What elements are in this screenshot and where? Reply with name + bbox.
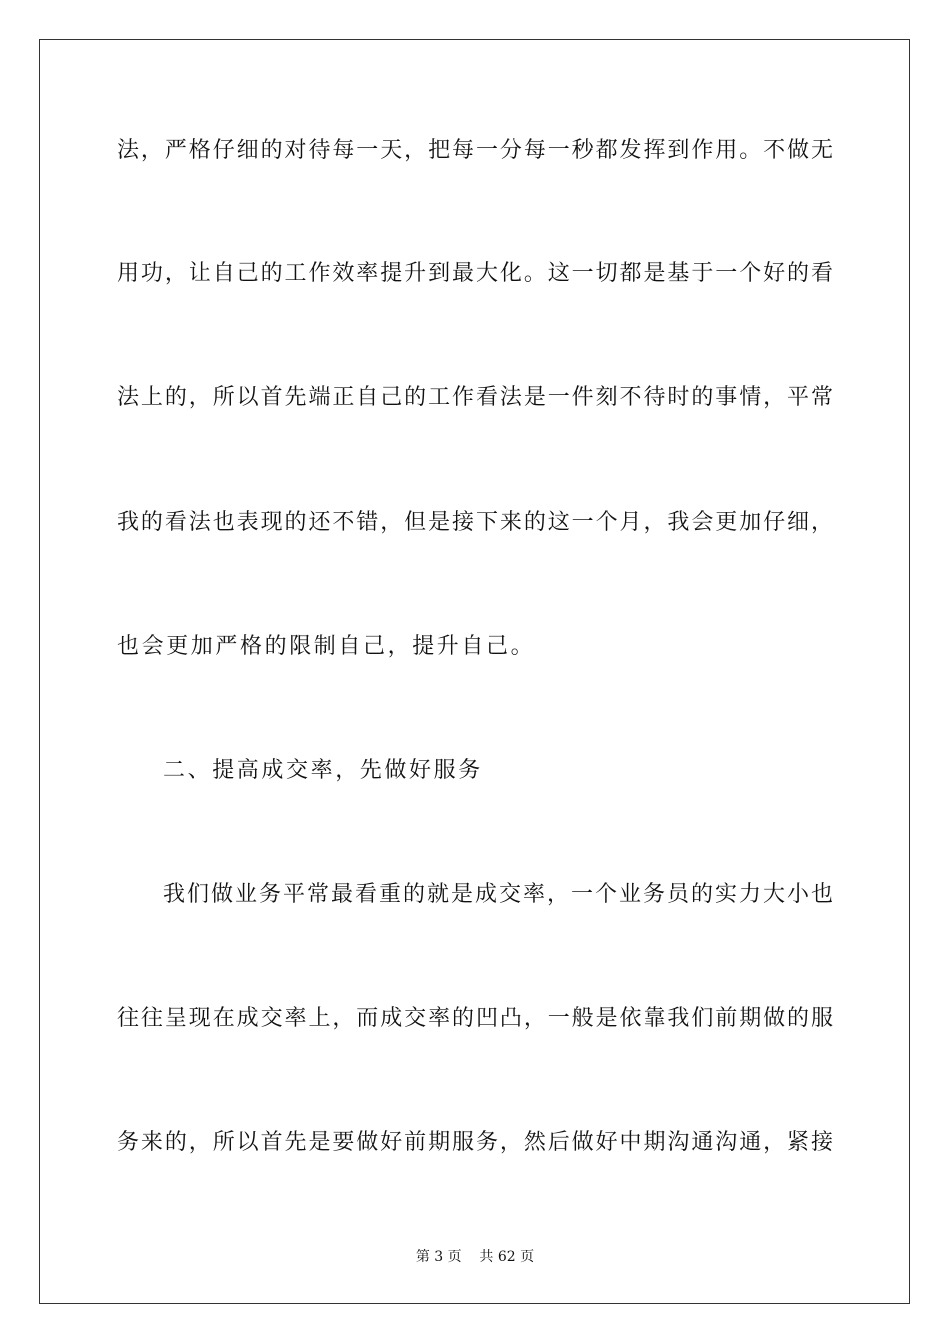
paragraph-line-5: 也会更加严格的限制自己，提升自己。	[117, 634, 536, 659]
paragraph-line-4: 我的看法也表现的还不错，但是接下来的这一个月，我会更加仔细，	[117, 510, 833, 535]
paragraph-line-3: 法上的，所以首先端正自己的工作看法是一件刻不待时的事情，平常	[117, 385, 833, 410]
section-heading: 二、提高成交率，先做好服务	[163, 758, 483, 783]
paragraph-line-6: 我们做业务平常最看重的就是成交率，一个业务员的实力大小也	[163, 882, 833, 907]
paragraph-line-1: 法，严格仔细的对待每一天，把每一分每一秒都发挥到作用。不做无	[117, 138, 833, 163]
paragraph-line-8: 务来的，所以首先是要做好前期服务，然后做好中期沟通沟通，紧接	[117, 1130, 833, 1155]
page-border	[39, 39, 910, 1304]
paragraph-line-7: 往往呈现在成交率上，而成交率的凹凸，一般是依靠我们前期做的服	[117, 1006, 833, 1031]
page-number-footer: 第 3 页 共 62 页	[415, 1249, 535, 1265]
paragraph-line-2: 用功，让自己的工作效率提升到最大化。这一切都是基于一个好的看	[117, 261, 833, 286]
